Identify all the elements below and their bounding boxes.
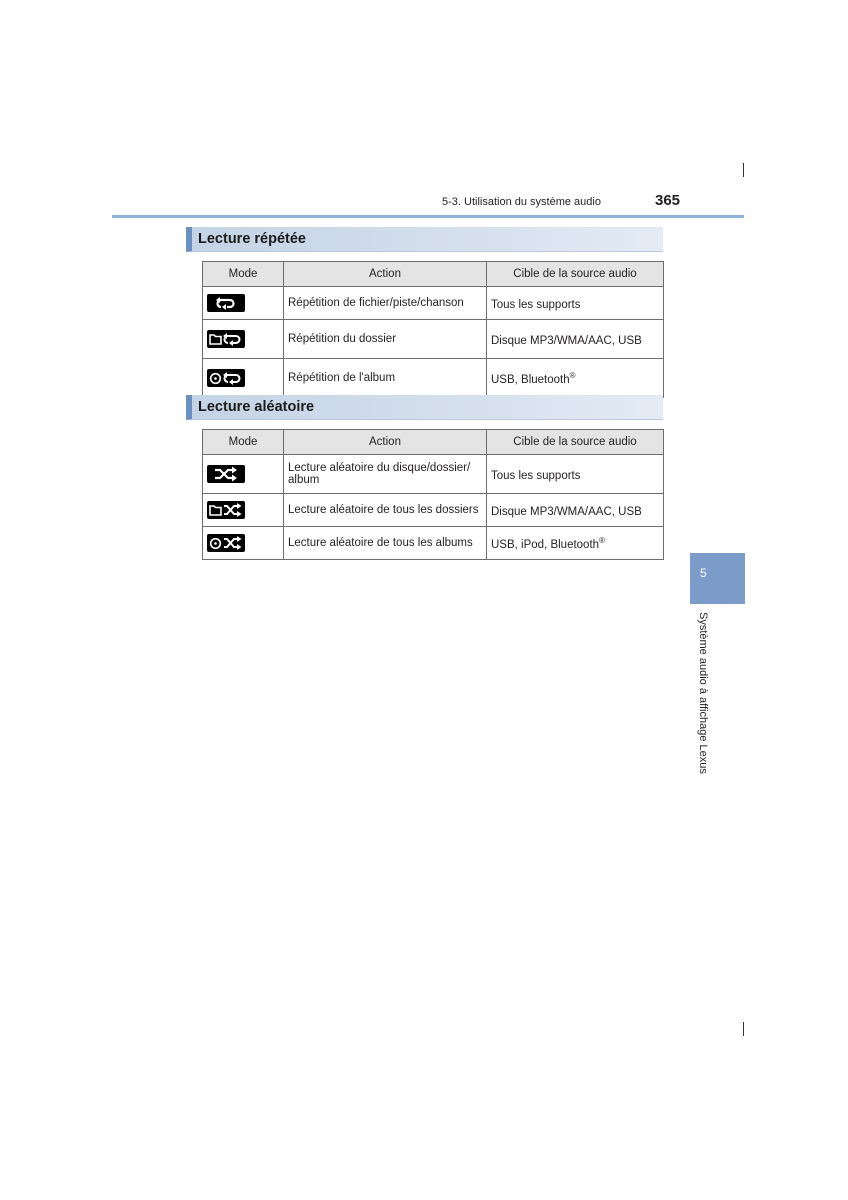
shuffle-icon [207, 465, 245, 483]
shuffle-album-icon [207, 534, 245, 552]
column-header-target: Cible de la source audio [487, 430, 664, 455]
column-header-action: Action [284, 430, 487, 455]
table-row [203, 527, 664, 560]
table-row [203, 494, 664, 527]
action-cell: Répétition du dossier [284, 320, 487, 359]
mode-cell [203, 320, 284, 359]
target-text: USB, Bluetooth [491, 373, 570, 386]
table-row [203, 320, 664, 359]
target-text: Disque MP3/WMA/AAC, USB [491, 334, 642, 347]
table-header-row [203, 430, 664, 455]
section-title-repeat: Lecture répétée [186, 227, 663, 252]
action-cell: Lecture aléatoire du disque/dossier/ album [284, 455, 487, 494]
repeat-album-icon [207, 369, 245, 387]
shuffle-folder-icon [207, 501, 245, 519]
target-text: Tous les supports [491, 469, 581, 482]
target-text: Disque MP3/WMA/AAC, USB [491, 505, 642, 518]
target-sup: ® [569, 370, 576, 380]
target-text: USB, iPod, Bluetooth [491, 538, 600, 551]
target-cell [487, 455, 664, 494]
header-rule [112, 215, 744, 218]
crop-mark-bottom [743, 1022, 744, 1036]
table-row [203, 287, 664, 320]
chapter-label: Système audio à affichage Lexus [697, 612, 709, 774]
target-cell [487, 527, 664, 560]
target-sup: ® [599, 535, 605, 545]
crop-mark-top [743, 163, 744, 177]
mode-cell [203, 359, 284, 398]
mode-cell [203, 455, 284, 494]
target-cell [487, 287, 664, 320]
target-cell [487, 359, 664, 398]
random-modes-table [202, 429, 664, 560]
table-header-row [203, 262, 664, 287]
column-header-target: Cible de la source audio [487, 262, 664, 287]
section-title-random: Lecture aléatoire [186, 395, 663, 420]
column-header-mode: Mode [203, 262, 284, 287]
action-cell: Lecture aléatoire de tous les dossiers [284, 494, 487, 527]
repeat-track-icon [207, 294, 245, 312]
mode-cell [203, 527, 284, 560]
action-cell: Lecture aléatoire de tous les albums [284, 527, 487, 560]
table-row [203, 359, 664, 398]
page-number: 365 [655, 192, 681, 209]
action-cell: Répétition de fichier/piste/chanson [284, 287, 487, 320]
mode-cell [203, 494, 284, 527]
mode-cell [203, 287, 284, 320]
chapter-number: 5 [700, 566, 707, 580]
header-section-title: 5-3. Utilisation du système audio [442, 196, 601, 208]
target-cell [487, 494, 664, 527]
target-text: Tous les supports [491, 298, 581, 311]
chapter-tab [690, 553, 745, 604]
column-header-action: Action [284, 262, 487, 287]
repeat-modes-table [202, 261, 664, 398]
column-header-mode: Mode [203, 430, 284, 455]
table-row [203, 455, 664, 494]
action-cell: Répétition de l'album [284, 359, 487, 398]
repeat-folder-icon [207, 330, 245, 348]
target-cell [487, 320, 664, 359]
